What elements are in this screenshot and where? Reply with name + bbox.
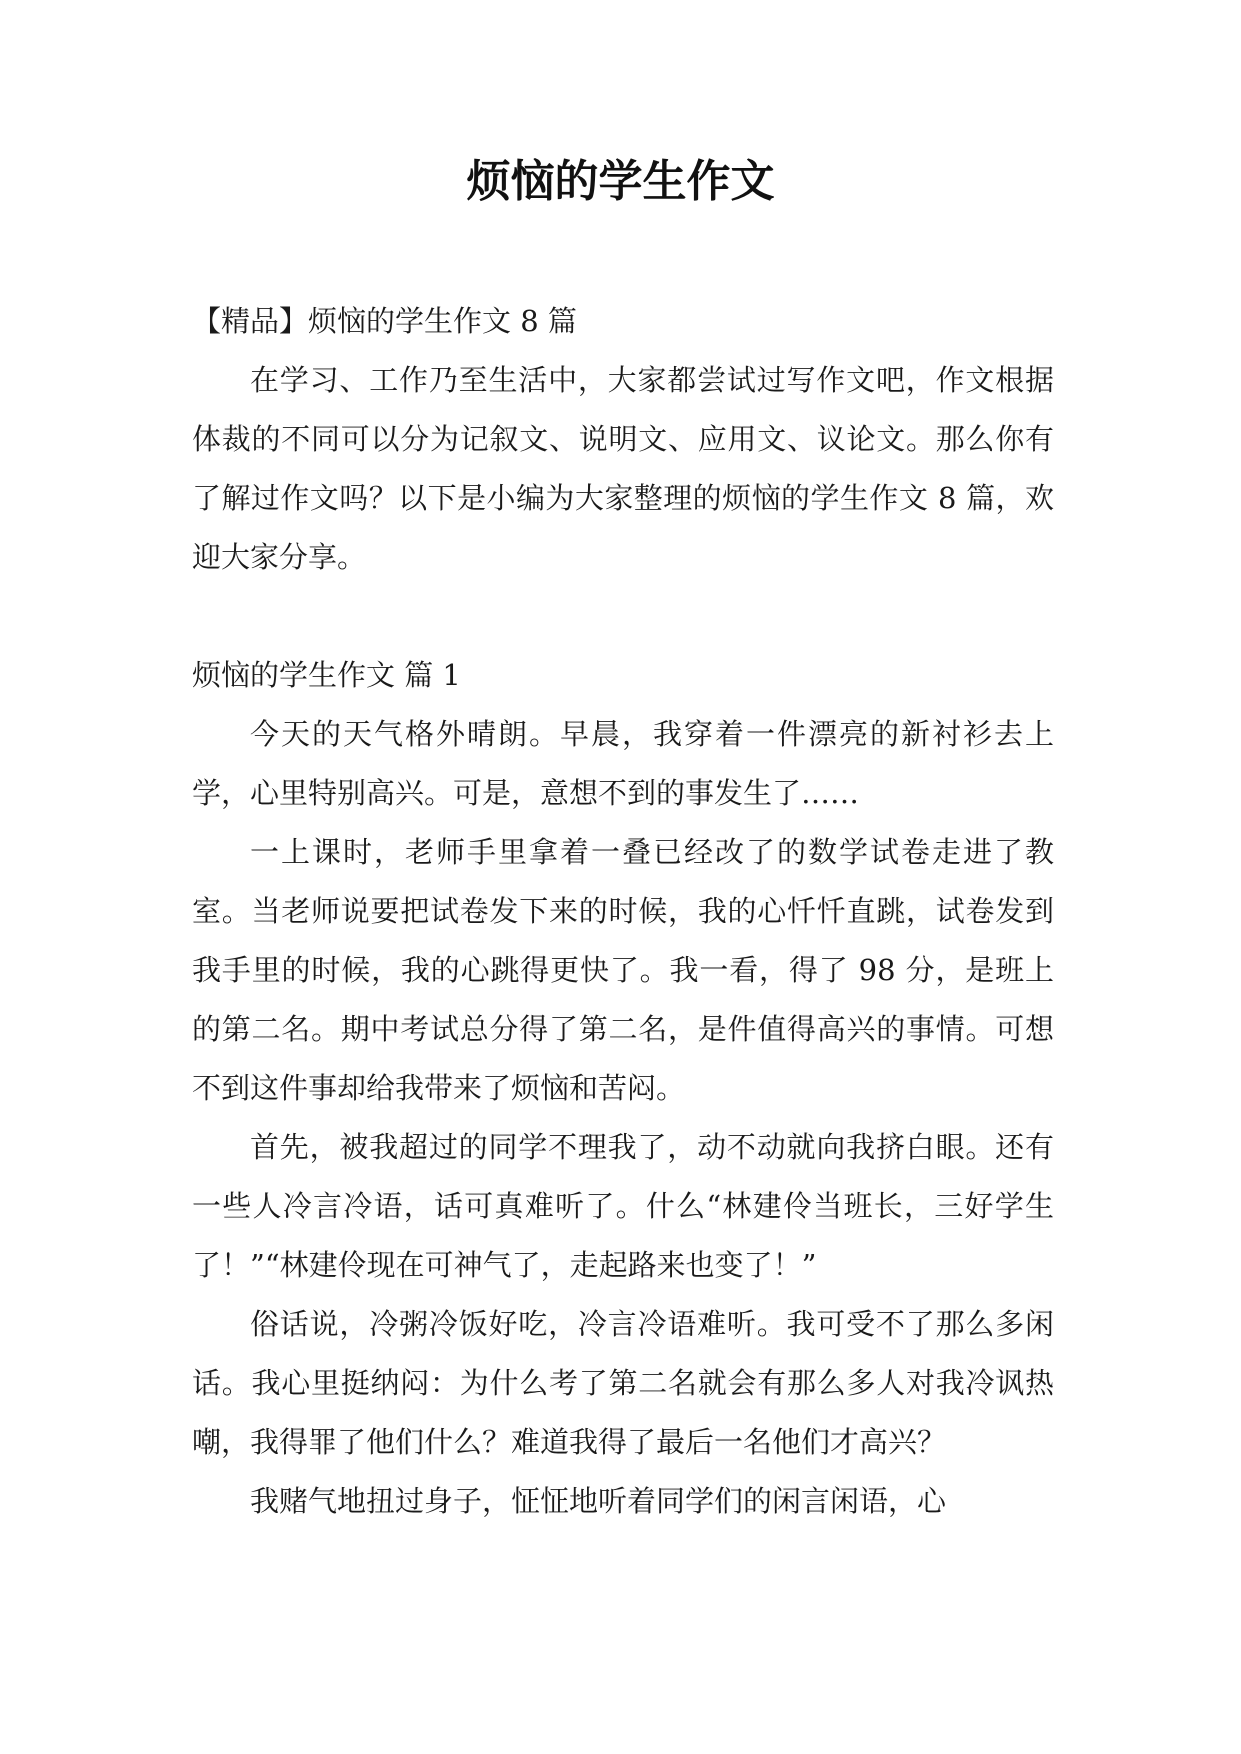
document-body bbox=[192, 292, 1054, 1531]
paragraph-2: 一上课时，老师手里拿着一叠已经改了的数学试卷走进了教室。当老师说要把试卷发下来的时候，我的心忏忏直跳，试卷发到我手里的时候，我的心跳得更快了。我一看，得了 98 分，是班上的第二名。期中考试总分得了第二名，是件值得高兴的事情。可想不到这件事却给我带来了烦恼和苦闷。 bbox=[192, 835, 1054, 1105]
section-heading: 烦恼的学生作文 篇 1 bbox=[192, 658, 461, 692]
paragraph-5: 我赌气地扭过身子，怔怔地听着同学们的闲言闲语，心 bbox=[250, 1484, 947, 1518]
paragraph-3: 首先，被我超过的同学不理我了，动不动就向我挤白眼。还有一些人冷言冷语，话可真难听了。什么“林建伶当班长，三好学生了！”“林建伶现在可神气了，走起路来也变了！” bbox=[192, 1130, 1054, 1282]
page-title: 烦恼的学生作文 bbox=[466, 156, 775, 207]
intro-paragraph: 在学习、工作乃至生活中，大家都尝试过写作文吧，作文根据体裁的不同可以分为记叙文、说明文、应用文、议论文。那么你有了解过作文吗？以下是小编为大家整理的烦恼的学生作文 8 篇，欢迎大家分享。 bbox=[192, 363, 1054, 574]
paragraph-4: 俗话说，冷粥冷饭好吃，冷言冷语难听。我可受不了那么多闲话。我心里挺纳闷：为什么考了第二名就会有那么多人对我冷讽热嘲，我得罪了他们什么？难道我得了最后一名他们才高兴？ bbox=[192, 1307, 1054, 1459]
subtitle: 【精品】烦恼的学生作文 8 篇 bbox=[192, 304, 577, 338]
paragraph-1: 今天的天气格外晴朗。早晨，我穿着一件漂亮的新衬衫去上学，心里特别高兴。可是，意想不到的事发生了…… bbox=[192, 717, 1054, 810]
